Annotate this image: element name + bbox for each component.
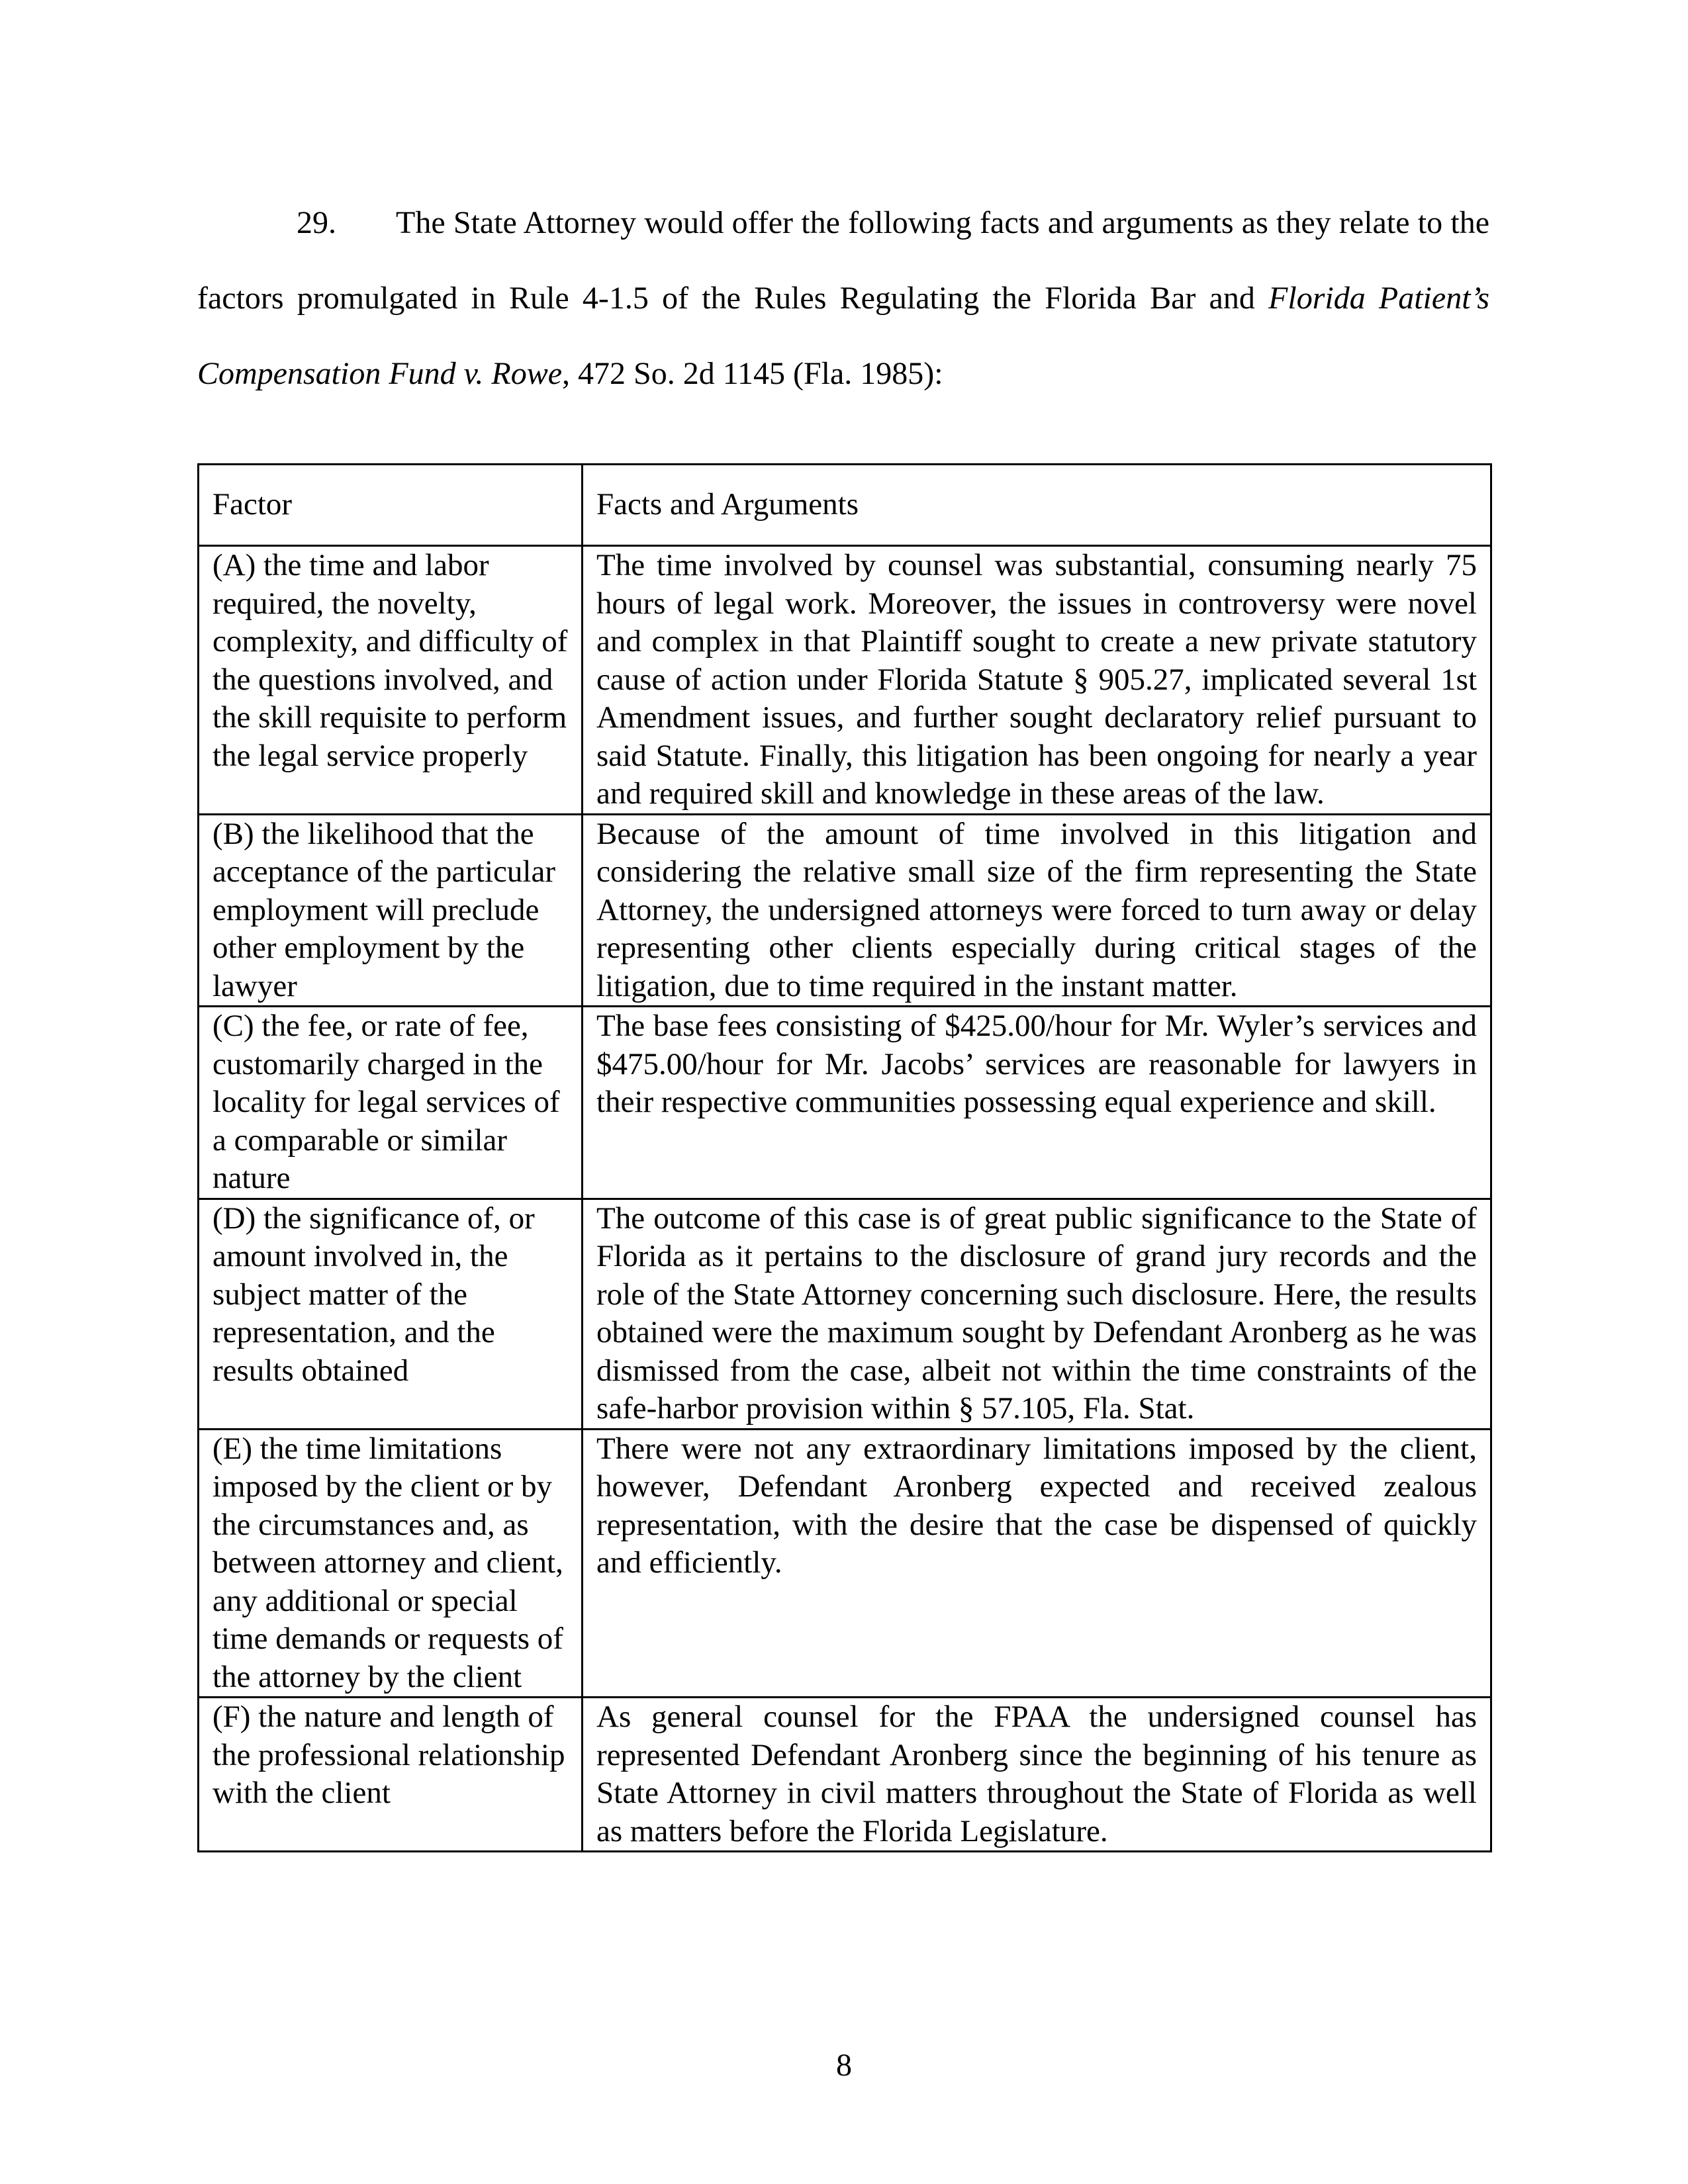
factor-cell: (F) the nature and length of the professional relationship with the client [199,1698,583,1852]
argument-cell: The time involved by counsel was substantial, consuming nearly 75 hours of legal work. Moreover, the issues in controversy were novel and complex in that Plaintiff sought to create a new private statutory cause of action under Florida Statute § 905.27, implicated several 1st Amendment issues, and further sought declaratory relief pursuant to said Statute. Finally, this litigation has been ongoing for nearly a year and required skill and knowledge in these areas of the law. [583,546,1491,815]
argument-cell: The base fees consisting of $425.00/hour for Mr. Wyler’s services and $475.00/hour for Mr. Jacobs’ services are reasonable for lawyers in their respective communities possessing equal experience and skill. [583,1007,1491,1199]
argument-cell: Because of the amount of time involved in this litigation and considering the relative small size of the firm representing the State Attorney, the undersigned attorneys were forced to turn away or delay representing other clients especially during critical stages of the litigation, due to time required in the instant matter. [583,814,1491,1007]
paragraph-text-before-case: The State Attorney would offer the following facts and arguments as they relate to the factors promulgated in Rule 4-1.5 of the Rules Regulating the Florida Bar and [197,205,1489,316]
page-number: 8 [836,2048,852,2083]
argument-cell: The outcome of this case is of great public significance to the State of Florida as it pertains to the disclosure of grand jury records and the role of the State Attorney concerning such disclosure. Here, the results obtained were the maximum sought by Defendant Aronberg as he was dismissed from the case, albeit not within the time constraints of the safe-harbor provision within § 57.105, Fla. Stat. [583,1199,1491,1429]
paragraph-29 [197,185,1489,412]
argument-cell: As general counsel for the FPAA the undersigned counsel has represented Defendant Aronberg since the beginning of his tenure as State Attorney in civil matters throughout the State of Florida as well as matters before the Florida Legislature. [583,1698,1491,1852]
table-row [199,814,1491,1007]
table-row [199,546,1491,815]
factor-cell: (E) the time limitations imposed by the client or by the circumstances and, as between attorney and client, any additional or special time demands or requests of the attorney by the client [199,1429,583,1698]
table-row [199,1199,1491,1429]
factors-table [197,463,1492,1852]
factor-cell: (D) the significance of, or amount involved in, the subject matter of the representation, and the results obtained [199,1199,583,1429]
header-factor: Factor [199,465,583,546]
case-citation-name: Florida Patient’s Compensation Fund v. Rowe [197,281,1490,391]
table-header-row [199,465,1491,546]
table-row [199,1698,1491,1852]
factor-cell: (A) the time and labor required, the novelty, complexity, and difficulty of the questions involved, and the skill requisite to perform the legal service properly [199,546,583,815]
factor-cell: (B) the likelihood that the acceptance of the particular employment will preclude other employment by the lawyer [199,814,583,1007]
header-facts-and-arguments: Facts and Arguments [583,465,1491,546]
paragraph-text-after-case: , 472 So. 2d 1145 (Fla. 1985): [562,356,943,391]
argument-cell: There were not any extraordinary limitations imposed by the client, however, Defendant Aronberg expected and received zealous representation, with the desire that the case be dispensed of quickly and efficiently. [583,1429,1491,1698]
paragraph-number: 29. [297,205,336,240]
factor-cell: (C) the fee, or rate of fee, customarily charged in the locality for legal services of a comparable or similar nature [199,1007,583,1199]
table-row [199,1429,1491,1698]
table-row [199,1007,1491,1199]
